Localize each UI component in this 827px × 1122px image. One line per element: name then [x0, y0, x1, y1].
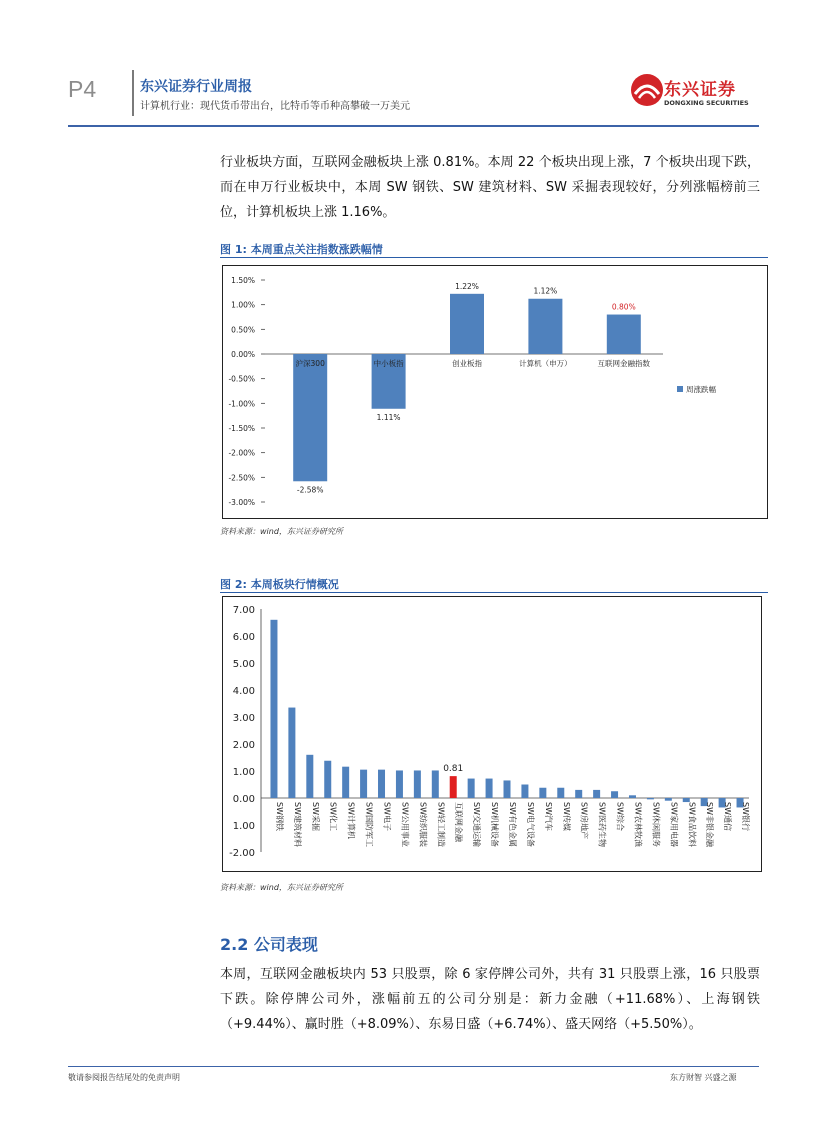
- category-label: SW房地产: [579, 802, 589, 839]
- category-label: SW机械设备: [490, 802, 500, 847]
- bar: [504, 780, 511, 798]
- bar: [360, 770, 367, 798]
- category-label: SW有色金属: [508, 802, 517, 847]
- category-label: 中小板指: [373, 359, 404, 368]
- bar: [468, 779, 475, 798]
- index-change-chart: [222, 265, 768, 519]
- bar: [378, 770, 385, 798]
- category-label: SW交通运输: [472, 802, 482, 847]
- y-tick-label: 1.50%: [231, 276, 255, 285]
- category-label: SW银行: [741, 802, 751, 831]
- y-tick-label: -2.50%: [228, 473, 255, 483]
- bar: [575, 790, 582, 798]
- category-label: SW轻工制造: [436, 802, 446, 847]
- category-label: SW家用电器: [669, 802, 679, 847]
- y-tick-label: 1.00: [232, 821, 255, 832]
- y-tick-label: -1.50%: [228, 424, 255, 433]
- category-label: SW医药生物: [597, 802, 607, 847]
- data-label: 0.81: [443, 764, 464, 775]
- bar: [629, 795, 636, 798]
- footer-rule: [68, 1066, 759, 1067]
- y-tick-label: -1.00%: [228, 399, 255, 409]
- category-label: 沪深300: [295, 359, 325, 368]
- footer-slogan: 东方财智 兴盛之源: [670, 1073, 737, 1082]
- category-label: SW食品饮料: [687, 802, 697, 847]
- bar: [647, 798, 654, 799]
- legend-swatch: [677, 386, 683, 392]
- figure-2-source: 资料来源：wind，东兴证券研究所: [220, 883, 343, 892]
- bar: [521, 785, 528, 799]
- figure-1-source: 资料来源：wind，东兴证券研究所: [220, 527, 343, 536]
- logo-text-cn: 东兴证券: [664, 80, 736, 100]
- footer-disclaimer: 敬请参阅报告结尾处的免责声明: [68, 1073, 180, 1082]
- y-tick-label: 4.00: [232, 686, 255, 697]
- bar: [607, 315, 641, 354]
- legend-label: 周涨跌幅: [686, 385, 716, 394]
- category-label: 互联网金融指数: [597, 359, 651, 368]
- bar: [432, 770, 439, 798]
- bar: [396, 770, 403, 798]
- category-label: SW计算机: [346, 802, 356, 839]
- category-label: SW传媒: [561, 802, 571, 831]
- bar: [528, 299, 562, 354]
- y-tick-label: 0.50%: [231, 325, 255, 335]
- data-label: -2.58%: [296, 485, 324, 495]
- category-label: SW汽车: [543, 802, 553, 831]
- bar: [611, 791, 618, 798]
- category-label: SW公用事业: [400, 802, 410, 847]
- category-label: SW农林牧渔: [633, 802, 643, 847]
- y-tick-label: 3.00: [232, 713, 255, 724]
- sector-performance-chart: [222, 596, 762, 872]
- bar: [665, 798, 672, 801]
- y-tick-label: 0.00%: [231, 350, 255, 359]
- y-tick-label: 0.00: [232, 794, 255, 805]
- data-label: 1.11%: [376, 412, 401, 422]
- bar: [450, 776, 457, 798]
- category-label: SW国防军工: [364, 802, 374, 847]
- header-divider: [132, 70, 134, 116]
- category-label: SW休闲服务: [651, 802, 661, 847]
- bar: [306, 755, 313, 798]
- category-label: 创业板指: [452, 359, 482, 368]
- bar: [342, 767, 349, 798]
- category-label: SW建筑材料: [292, 802, 302, 847]
- data-label: 0.80%: [611, 302, 636, 312]
- category-label: SW纺织服装: [418, 802, 428, 847]
- y-tick-label: 6.00: [232, 632, 255, 643]
- report-subtitle: 计算机行业：现代货币带出台，比特币等币种高攀破一万美元: [140, 101, 410, 112]
- bar: [557, 788, 564, 798]
- y-tick-label: 1.00: [232, 767, 255, 778]
- bar: [450, 294, 484, 354]
- bar: [288, 708, 295, 798]
- category-label: 计算机（申万）: [519, 359, 572, 368]
- data-label: 1.22%: [455, 281, 479, 291]
- header-rule: [68, 125, 759, 127]
- category-label: 互联网金融: [454, 802, 464, 842]
- y-tick-label: -0.50%: [228, 374, 255, 384]
- paragraph-company-performance: 本周，互联网金融板块内 53 只股票，除 6 家停牌公司外，共有 31 只股票上涨，16 只股票下跌。除停牌公司外，涨幅前五的公司分别是：新力金融（+11.68%）、上海钢铁（+9.44%）、赢时胜（+8.09%）、东易日盛（+6.74%）、盛天网络（+5.50%）。: [220, 967, 760, 1032]
- y-tick-label: -2.00%: [228, 448, 255, 458]
- y-tick-label: -3.00%: [228, 498, 255, 507]
- sector-performance-chart-svg: [223, 597, 761, 871]
- bar: [486, 779, 493, 798]
- y-tick-label: 7.00: [232, 605, 255, 616]
- category-label: SW非银金融: [705, 802, 715, 847]
- category-label: SW钢铁: [274, 802, 284, 831]
- index-change-chart-svg: [223, 266, 767, 518]
- category-label: SW采掘: [310, 802, 320, 831]
- figure-2-rule: [220, 592, 768, 593]
- y-tick-label: 2.00: [232, 740, 255, 751]
- bar: [539, 788, 546, 798]
- bar: [270, 620, 277, 798]
- page-number: P4: [68, 76, 97, 102]
- bar: [414, 770, 421, 798]
- bar: [593, 790, 600, 798]
- paragraph-sector-summary: 行业板块方面，互联网金融板块上涨 0.81%。本周 22 个板块出现上涨，7 个板块出现下跌，而在申万行业板块中，本周 SW 钢铁、SW 建筑材料、SW 采掘表现较好，分列涨幅榜前三位，计算机板块上涨 1.16%。: [220, 155, 760, 220]
- figure-1-title: 图 1: 本周重点关注指数涨跌幅情: [220, 243, 383, 256]
- y-tick-label: 5.00: [232, 659, 255, 670]
- figure-2-title: 图 2: 本周板块行情概况: [220, 578, 339, 591]
- category-label: SW电子: [382, 802, 392, 831]
- report-title: 东兴证券行业周报: [140, 79, 252, 95]
- category-label: SW电气设备: [525, 802, 535, 847]
- data-label: 1.12%: [533, 286, 558, 296]
- category-label: SW化工: [328, 802, 338, 831]
- y-tick-label: -2.00: [229, 848, 255, 859]
- figure-1-rule: [220, 257, 768, 258]
- category-label: SW通信: [723, 802, 733, 831]
- logo-text-en: DONGXING SECURITIES: [664, 99, 749, 107]
- y-tick-label: 1.00%: [231, 300, 255, 310]
- category-label: SW综合: [615, 802, 625, 831]
- section-title: 2.2 公司表现: [220, 935, 318, 954]
- bar: [293, 354, 327, 481]
- bar: [324, 761, 331, 798]
